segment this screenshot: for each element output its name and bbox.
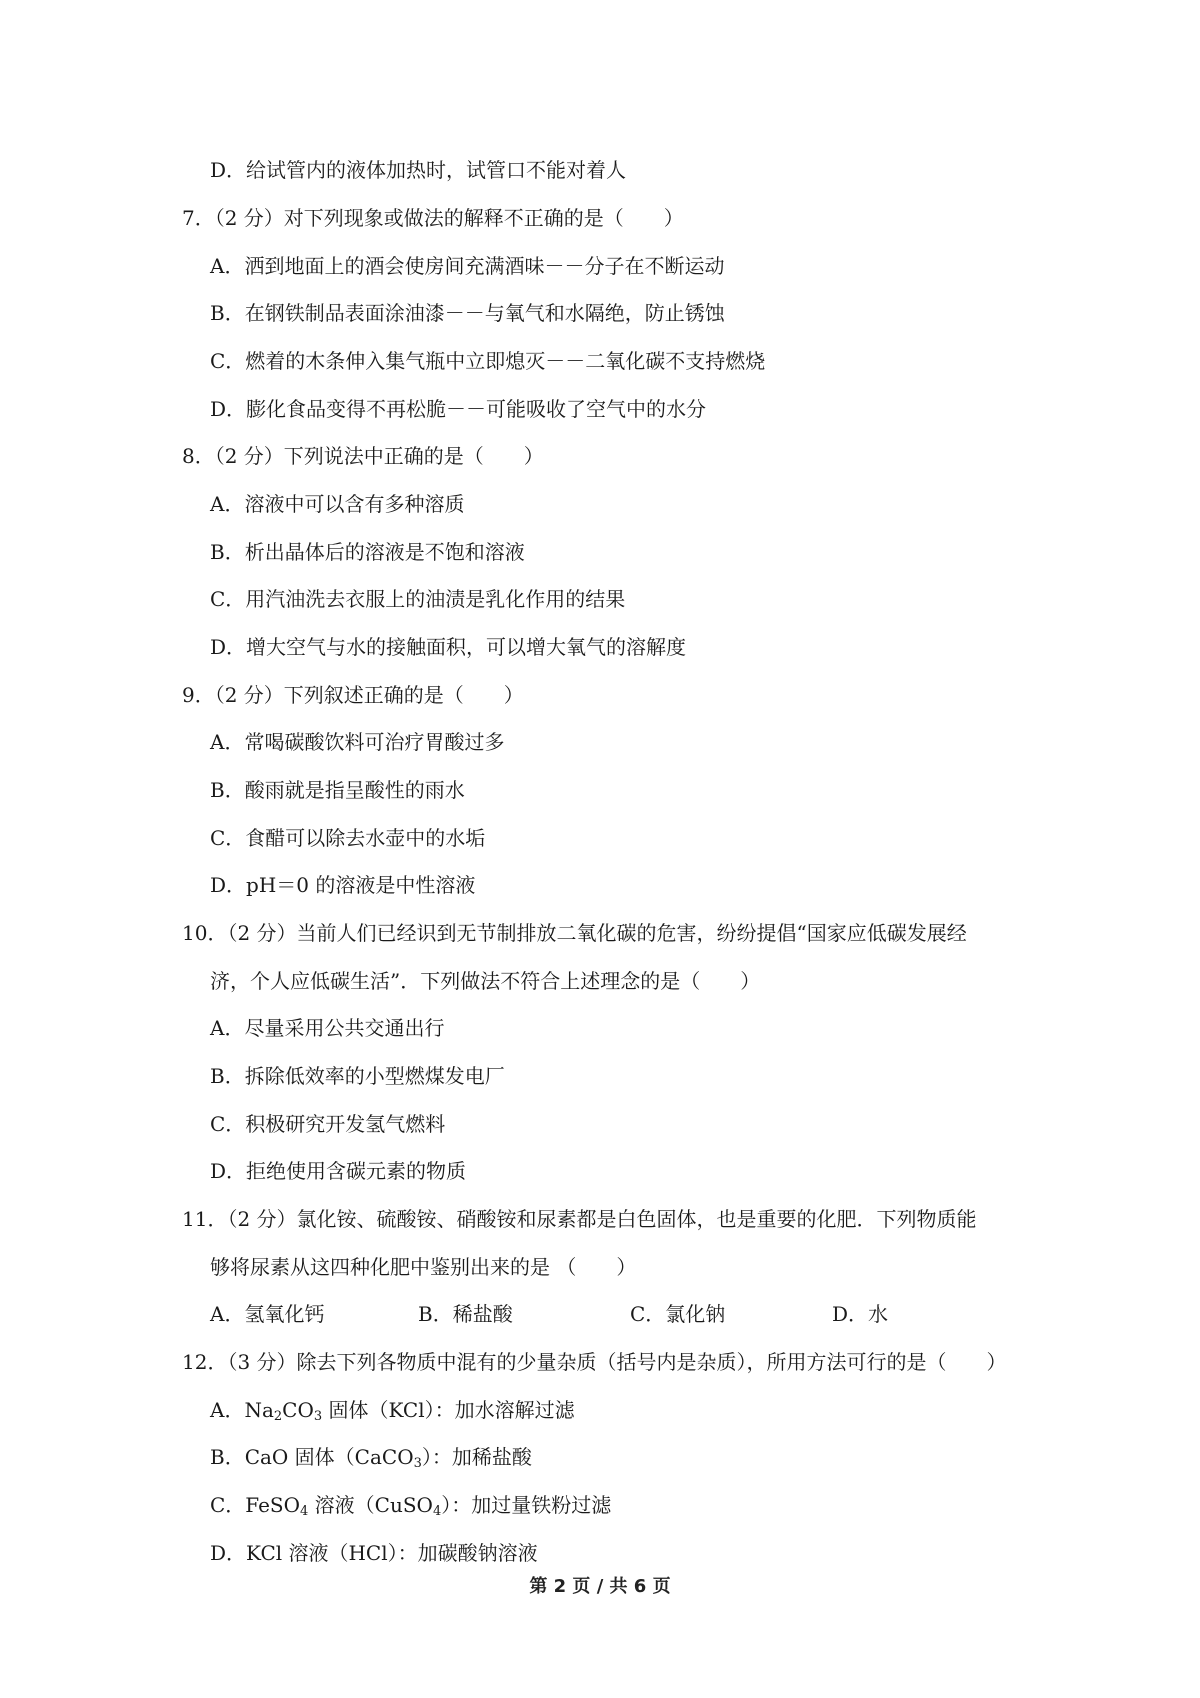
q7-option-b: B．在钢铁制品表面涂油漆－－与氧气和水隔绝，防止锈蚀 xyxy=(210,301,725,325)
q12-option-c: C．FeSO$_4$ 溶液（CuSO$_4$）：加过量铁粉过滤 xyxy=(210,1493,612,1519)
q7-option-c: C．燃着的木条伸入集气瓶中立即熄灭－－二氧化碳不支持燃烧 xyxy=(210,349,766,373)
q10-option-d: D．拒绝使用含碳元素的物质 xyxy=(210,1159,467,1183)
q10-option-a: A．尽量采用公共交通出行 xyxy=(210,1016,445,1040)
q6-option-d: D．给试管内的液体加热时，试管口不能对着人 xyxy=(210,158,627,182)
q10-option-c: C．积极研究开发氢气燃料 xyxy=(210,1112,446,1136)
q7-option-a: A．洒到地面上的酒会使房间充满酒味－－分子在不断运动 xyxy=(210,254,725,278)
q8-option-d: D．增大空气与水的接触面积，可以增大氧气的溶解度 xyxy=(210,635,687,659)
q11-option-d: D．水 xyxy=(832,1302,889,1326)
q7-option-d: D．膨化食品变得不再松脆－－可能吸收了空气中的水分 xyxy=(210,397,707,421)
question-11-line-1: 11．（2 分）氯化铵、硫酸铵、硝酸铵和尿素都是白色固体，也是重要的化肥．下列物质能 xyxy=(182,1207,977,1231)
q12-option-a: A．$Na_2CO_3$ 固体（KCl）：加水溶解过滤 xyxy=(210,1398,575,1424)
question-9: 9．（2 分）下列叙述正确的是（ ） xyxy=(182,683,524,707)
question-10-line-2: 济，个人应低碳生活”．下列做法不符合上述理念的是（ ） xyxy=(210,969,761,993)
q8-option-a: A．溶液中可以含有多种溶质 xyxy=(210,492,465,516)
question-11-line-2: 够将尿素从这四种化肥中鉴别出来的是 （ ） xyxy=(210,1255,637,1279)
q8-option-b: B．析出晶体后的溶液是不饱和溶液 xyxy=(210,540,525,564)
q9-option-c: C．食醋可以除去水壶中的水垢 xyxy=(210,826,486,850)
question-8: 8．（2 分）下列说法中正确的是（ ） xyxy=(182,444,544,468)
question-7: 7．（2 分）对下列现象或做法的解释不正确的是（ ） xyxy=(182,206,684,230)
q8-option-c: C．用汽油洗去衣服上的油渍是乳化作用的结果 xyxy=(210,587,626,611)
question-10-line-1: 10．（2 分）当前人们已经识到无节制排放二氧化碳的危害，纷纷提倡“国家应低碳发展经 xyxy=(182,921,967,945)
q11-option-a: A．氢氧化钙 xyxy=(210,1302,325,1326)
q9-option-d: D．pH＝0 的溶液是中性溶液 xyxy=(210,873,476,897)
q9-option-b: B．酸雨就是指呈酸性的雨水 xyxy=(210,778,465,802)
page-footer: 第 2 页 / 共 6 页 xyxy=(529,1576,671,1597)
q9-option-a: A．常喝碳酸饮料可治疗胃酸过多 xyxy=(210,730,505,754)
q10-option-b: B．拆除低效率的小型燃煤发电厂 xyxy=(210,1064,505,1088)
q11-option-b: B．稀盐酸 xyxy=(418,1302,513,1326)
q12-option-b: B．CaO 固体（CaCO$_3$）：加稀盐酸 xyxy=(210,1445,532,1471)
q12-option-d: D．KCl 溶液（HCl）：加碳酸钠溶液 xyxy=(210,1541,538,1565)
q11-option-c: C．氯化钠 xyxy=(630,1302,726,1326)
question-12: 12．（3 分）除去下列各物质中混有的少量杂质（括号内是杂质），所用方法可行的是（ ） xyxy=(182,1350,1007,1374)
